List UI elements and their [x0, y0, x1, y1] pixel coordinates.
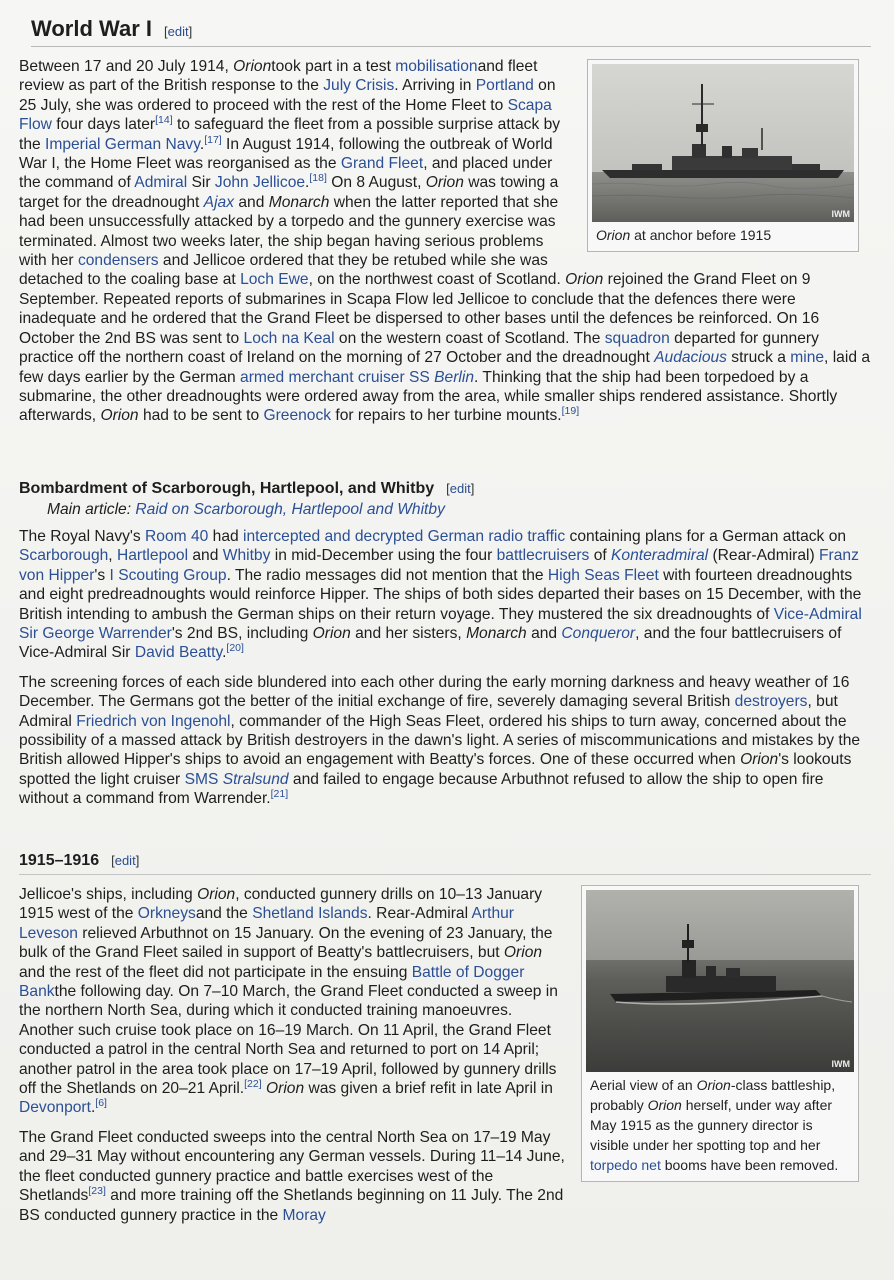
heading-text: 1915–1916	[19, 852, 100, 869]
wiki-link[interactable]: Stralsund	[222, 770, 289, 788]
italic-text: Orion	[740, 751, 779, 769]
wiki-link[interactable]: Hartlepool	[116, 547, 189, 565]
edit-link[interactable]: edit	[114, 853, 136, 868]
wiki-link[interactable]: Conqueror	[561, 625, 636, 643]
italic-text: Orion	[100, 407, 139, 425]
image-watermark: IWM	[831, 1059, 850, 1069]
wiki-link[interactable]: Vice-Admiral Sir George Warrender	[19, 605, 862, 643]
italic-text: Orion	[233, 58, 272, 75]
wiki-link[interactable]: Ajax	[203, 193, 235, 211]
figure-aerial-view	[581, 885, 859, 1182]
reference-link[interactable]: [21]	[270, 788, 289, 801]
wiki-link[interactable]: mobilisation	[395, 58, 478, 75]
wiki-link[interactable]: intercepted and decrypted German radio traffic	[243, 528, 566, 545]
caption-ship-name: Orion	[596, 227, 631, 243]
reference-link[interactable]: [20]	[226, 642, 244, 655]
wiki-link[interactable]: Orkneys	[137, 905, 196, 923]
reference-link[interactable]: [19]	[561, 405, 580, 418]
hatnote-main-article	[47, 501, 871, 519]
section-heading-bombardment	[19, 480, 871, 498]
wiki-link[interactable]: Greenock	[263, 407, 332, 425]
reference-link[interactable]: [17]	[204, 133, 222, 146]
paragraph-1915-1: Jellicoe's ships, including Orion, conducted gunnery drills on 10–13 January 1915 west of the Orkneysand the Shetland Islands. Rear-Admiral Arthur Leveson relieved Arbuthnot on 15 January. On the evening of 23 January, the bulk of the Grand Fleet sailed in support of Beatty's battlecruisers, but Orion and the rest of the fleet did not participate in the ensuing Battle of Dogger Bankthe following day. On 7–10 March, the Grand Fleet conducted a sweep in the northern North Sea, during which it conducted training manoeuvres. Another such cruise took place on 16–19 March. On 11 April, the Grand Fleet conducted a patrol in the central North Sea and returned to port on 14 April; another patrol in the area took place on 17–19 April, followed by gunnery drills off the Shetlands on 20–21 April.[22] Orion was given a brief refit in late April in Devonport.[6]	[19, 886, 558, 1117]
reference-link[interactable]: [18]	[309, 172, 327, 185]
wiki-link[interactable]: SMS	[184, 770, 223, 788]
wiki-link[interactable]: Scapa Flow	[19, 96, 552, 134]
italic-text: Orion	[647, 1097, 682, 1113]
wiki-link[interactable]: John Jellicoe	[214, 174, 306, 192]
wiki-link[interactable]: Portland	[475, 77, 534, 95]
paragraph-1915-2: The Grand Fleet conducted sweeps into the central North Sea on 17–19 May and 29–31 May without encountering any German vessels. During 11–14 June, the fleet conducted gunnery practice and battle exercises west of the Shetlands[23] and more training off the Shetlands beginning on 11 July. The 2nd BS conducted gunnery practice in the Moray	[19, 1128, 565, 1224]
paragraph-bombardment-2: The screening forces of each side blundered into each other during the early morning darkness and heavy weather of 16 December. The Germans got the better of the initial exchange of fire, severely damaging several British destroyers, but Admiral Friedrich von Ingenohl, commander of the High Seas Fleet, ordered his ships to turn away, concerned about the possibility of a massed attack by British destroyers in the dawn's light. A series of miscommunications and mistakes by the British allowed Hipper's ships to avoid an engagement with Beatty's forces. One of these occurred when Orion's lookouts spotted the light cruiser SMS Stralsund and failed to engage because Arbuthnot refused to allow the ship to open fire without a command from Warrender.[21]	[19, 673, 861, 808]
figure-caption: Aerial view of an Orion-class battleship, probably Orion herself, under way after May 1915 as the gunnery director is visible under her spotting top and her torpedo net booms have been removed.	[590, 1077, 839, 1173]
edit-link-wrapper: [edit]	[446, 481, 475, 496]
battleship-photo-icon	[592, 64, 854, 222]
photo-aerial-view	[586, 890, 854, 1072]
wiki-link[interactable]: mine	[790, 349, 825, 367]
wiki-link[interactable]: Whitby	[222, 547, 271, 565]
image-watermark: IWM	[831, 209, 850, 219]
caption-text: at anchor before 1915	[630, 227, 772, 243]
reference-link[interactable]: [14]	[155, 114, 173, 127]
edit-link[interactable]: edit	[167, 24, 189, 39]
wiki-link[interactable]: destroyers	[734, 693, 808, 711]
figure-orion-at-anchor	[587, 59, 859, 252]
reference-link[interactable]: [23]	[88, 1184, 106, 1197]
wiki-link[interactable]: Moray	[282, 1206, 326, 1224]
figure-caption	[592, 222, 854, 247]
wiki-link[interactable]: battlecruisers	[496, 547, 590, 565]
wiki-link[interactable]: condensers	[77, 252, 159, 270]
wiki-link[interactable]: Arthur Leveson	[19, 905, 514, 942]
italic-text: Monarch	[466, 625, 527, 643]
wiki-link[interactable]: David Beatty	[134, 644, 223, 662]
wiki-link[interactable]: Konteradmiral	[611, 547, 709, 565]
paragraph-bombardment-1: The Royal Navy's Room 40 had intercepted and decrypted German radio traffic containing plans for a German attack on Scarborough, Hartlepool and Whitby in mid-December using the four battlecruisers of Konteradmiral (Rear-Admiral) Franz von Hipper's I Scouting Group. The radio messages did not mention that the High Seas Fleet with fourteen dreadnoughts and eight predreadnoughts would reinforce Hipper. The ships of both sides departed their bases on 15 December, with the British intending to ambush the German ships on their return voyage. They mustered the six dreadnoughts of Vice-Admiral Sir George Warrender's 2nd BS, including Orion and her sisters, Monarch and Conqueror, and the four battlecruisers of Vice-Admiral Sir David Beatty.[20]	[19, 528, 862, 662]
italic-text: Orion	[565, 271, 604, 289]
italic-text: Orion	[266, 1080, 305, 1098]
italic-text: Orion	[696, 1077, 731, 1093]
reference-link[interactable]: [22]	[244, 1077, 262, 1090]
wiki-link[interactable]: squadron	[604, 329, 670, 347]
wiki-link[interactable]: I Scouting Group	[109, 566, 227, 584]
wiki-link[interactable]: Imperial German Navy	[45, 135, 200, 153]
section-heading-1915-1916	[19, 852, 871, 875]
hatnote-prefix: Main article:	[47, 501, 136, 518]
wiki-link[interactable]: armed merchant cruiser	[240, 368, 405, 386]
wiki-link[interactable]: Franz von Hipper	[19, 547, 859, 584]
aerial-battleship-photo-icon	[586, 890, 854, 1072]
italic-text: Monarch	[268, 193, 330, 211]
edit-link-wrapper: [edit]	[164, 24, 193, 39]
heading-text: Bombardment of Scarborough, Hartlepool, and Whitby	[19, 480, 435, 497]
wiki-link[interactable]: High Seas Fleet	[547, 566, 659, 584]
wiki-link[interactable]: torpedo net	[590, 1157, 661, 1173]
wiki-link[interactable]: Room 40	[145, 528, 209, 545]
wiki-link[interactable]: Shetland Islands	[252, 905, 368, 923]
wiki-link[interactable]: Friedrich von Ingenohl	[76, 712, 231, 730]
wiki-link[interactable]: Loch Ewe	[240, 271, 309, 289]
edit-link[interactable]: edit	[449, 481, 471, 496]
wiki-link[interactable]: Devonport	[19, 1099, 91, 1117]
edit-link-wrapper: [edit]	[111, 853, 140, 868]
italic-text: Orion	[312, 625, 351, 643]
italic-text: Orion	[503, 944, 543, 962]
wiki-link[interactable]: July Crisis	[323, 77, 395, 95]
wiki-link[interactable]: Loch na Keal	[243, 329, 335, 347]
italic-text: Orion	[197, 886, 236, 903]
wiki-link[interactable]: Admiral	[134, 174, 188, 192]
photo-orion-at-anchor	[592, 64, 854, 222]
heading-text: World War I	[31, 16, 152, 41]
wiki-link[interactable]: Grand Fleet	[340, 155, 424, 173]
reference-link[interactable]: [6]	[95, 1097, 107, 1110]
wiki-link[interactable]: SS	[409, 368, 435, 386]
wiki-link[interactable]: Audacious	[654, 349, 727, 367]
wiki-link[interactable]: Berlin	[434, 368, 475, 386]
italic-text: Orion	[425, 174, 464, 192]
wiki-link[interactable]: Scarborough	[19, 547, 109, 565]
hatnote-link[interactable]: Raid on Scarborough, Hartlepool and Whitby	[135, 501, 445, 518]
paragraph-ww1-1: Between 17 and 20 July 1914, Oriontook part in a test mobilisationand fleet review as part of the British response to the July Crisis. Arriving in Portland on 25 July, she was ordered to proceed with the rest of the Home Fleet to Scapa Flow four days later[14] to safeguard the fleet from a possible surprise attack by the Imperial German Navy.[17] In August 1914, following the outbreak of World War I, the Home Fleet was reorganised as the Grand Fleet, and placed under the command of Admiral Sir John Jellicoe.[18] On 8 August, Orion was towing a target for the dreadnought Ajax and Monarch when the latter reported that she had been unsuccessfully attacked by a torpedo and the gunnery exercise was terminated. Almost two weeks later, the ship began having serious problems with her condensers and Jellicoe ordered that they be retubed while she was detached to the coaling base at Loch Ewe, on the northwest coast of Scotland. Orion rejoined the Grand Fleet on 9 September. Repeated reports of submarines in Scapa Flow led Jellicoe to conclude that the defences there were inadequate and he ordered that the Grand Fleet be dispersed to other bases until the defences be reinforced. On 16 October the 2nd BS was sent to Loch na Keal on the western coast of Scotland. The squadron departed for gunnery practice off the northern coast of Ireland on the morning of 27 October and the dreadnought Audacious struck a mine, laid a few days earlier by the German armed merchant cruiser SS Berlin. Thinking that the ship had been torpedoed by a submarine, the other dreadnoughts were ordered away from the area, while smaller ships rendered assistance. Shortly afterwards, Orion had to be sent to Greenock for repairs to her turbine mounts.[19]	[19, 58, 870, 425]
section-heading-world-war-i	[31, 16, 871, 47]
wiki-link[interactable]: Battle of Dogger Bank	[19, 963, 525, 1001]
